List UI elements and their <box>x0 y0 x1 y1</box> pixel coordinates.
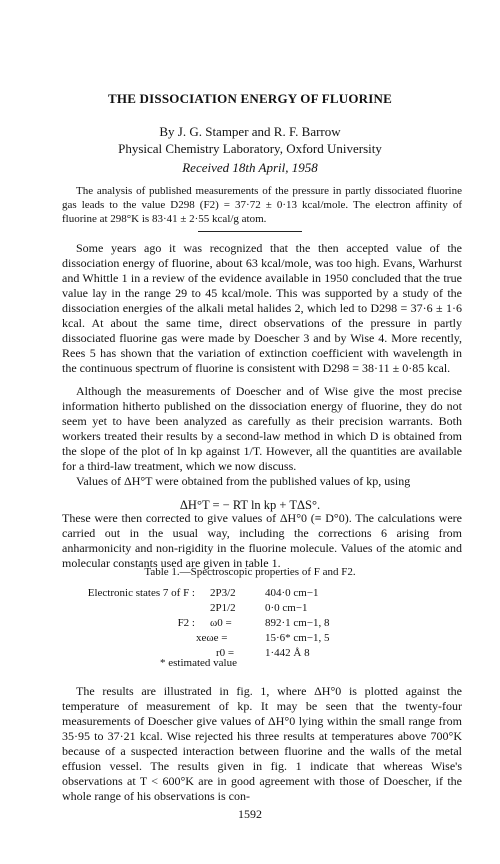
table-row <box>0 646 500 660</box>
table-cell-value: 1·442 Å 8 <box>265 647 310 659</box>
table-cell-value: 0·0 cm−1 <box>265 602 308 614</box>
paragraph-1: Some years ago it was recognized that the then accepted value of the dissociation energy of fluorine, about 63 kcal/mole, was too high. Evans, Warhurst and Whittle 1 in a review of the evidence available in 1950 concluded that the true value lay in the range 29 to 45 kcal/mole. This was supported by a study of the dissociation energies of the alkali metal halides 2, which led to D298 = 37·6 ± 1·6 kcal. At about the same time, direct observations of the pressure in partly dissociated fluorine gas were made by Doescher 3 and by Wise 4. More recently, Rees 5 has shown that the variation of extinction coefficient with wavelength in the continuous spectrum of fluorine is consistent with D298 = 38·11 ± 0·85 kcal. <box>62 241 462 375</box>
paragraph-2 <box>62 384 462 489</box>
paragraph-2-text: Although the measurements of Doescher and of Wise give the most precise information hitherto published on the dissociation energy of fluorine, they do not seem yet to have been analyzed as carefully as their precision warrants. Both workers treated their results by a second-law method in which D is obtained from the slope of the plot of ln kp against 1/T. However, all the quantities are available for a third-law treatment, which we now discuss. <box>62 384 462 473</box>
page-number: 1592 <box>238 807 262 821</box>
table-cell-label: Electronic states 7 of F : <box>87 587 195 599</box>
table-row <box>0 616 500 630</box>
table-cell-value: 404·0 cm−1 <box>265 587 319 599</box>
paragraph-3: These were then corrected to give values of ΔH°0 (≡ D°0). The calculations were carried out in the usual way, including the corrections 6 arising from anharmonicity and non-rigidity in the fluorine molecule. Values of the atomic and molecular constants used are given in table 1. <box>62 511 462 570</box>
table-cell-label: F2 : <box>177 617 195 629</box>
authors-line: By J. G. Stamper and R. F. Barrow <box>159 124 341 139</box>
table-cell-value: 892·1 cm−1, 8 <box>265 617 330 629</box>
abstract: The analysis of published measurements of the pressure in partly dissociated fluorine gas leads to the value D298 (F2) = 37·72 ± 0·13 kcal/mole. The electron affinity of fluorine at 298°K is 83·41 ± 2·55 kcal/g atom. <box>62 185 462 225</box>
table-row <box>0 601 500 615</box>
table-row <box>0 586 500 600</box>
received-date: Received 18th April, 1958 <box>182 160 318 175</box>
table-cell-value: 15·6* cm−1, 5 <box>265 632 330 644</box>
table-cell-symbol: xeωe = <box>196 632 228 644</box>
section-divider <box>198 231 302 232</box>
table-cell-symbol: ω0 = <box>210 617 232 629</box>
table-cell-symbol: 2P3/2 <box>210 587 236 599</box>
table-cell-symbol: 2P1/2 <box>210 602 236 614</box>
table-footnote: * estimated value <box>160 657 237 669</box>
paragraph-4: The results are illustrated in fig. 1, where ΔH°0 is plotted against the temperature of measurement of kp. It may be seen that the twenty-four measurements of Doescher give values of ΔH°0 lying within the small range from 35·95 to 37·21 kcal. Wise rejected his three results at temperatures above 700°K because of a suspected interaction between fluorine and the walls of the metal effusion vessel. The results given in fig. 1 indicate that whereas Wise's observations at T < 600°K are in good agreement with those of Doescher, if the whole range of his observations is con- <box>62 684 462 803</box>
table-row <box>0 631 500 645</box>
table-cell-symbol: r0 = <box>216 647 235 659</box>
paper-title: THE DISSOCIATION ENERGY OF FLUORINE <box>108 91 392 106</box>
affiliation-line: Physical Chemistry Laboratory, Oxford University <box>118 141 382 156</box>
paragraph-2-continuation: Values of ΔH°T were obtained from the published values of kp, using <box>76 474 411 488</box>
equation: ΔH°T = − RT ln kp + TΔS°. <box>179 498 321 512</box>
table-caption: Table 1.—Spectroscopic properties of F and F2. <box>144 566 356 578</box>
